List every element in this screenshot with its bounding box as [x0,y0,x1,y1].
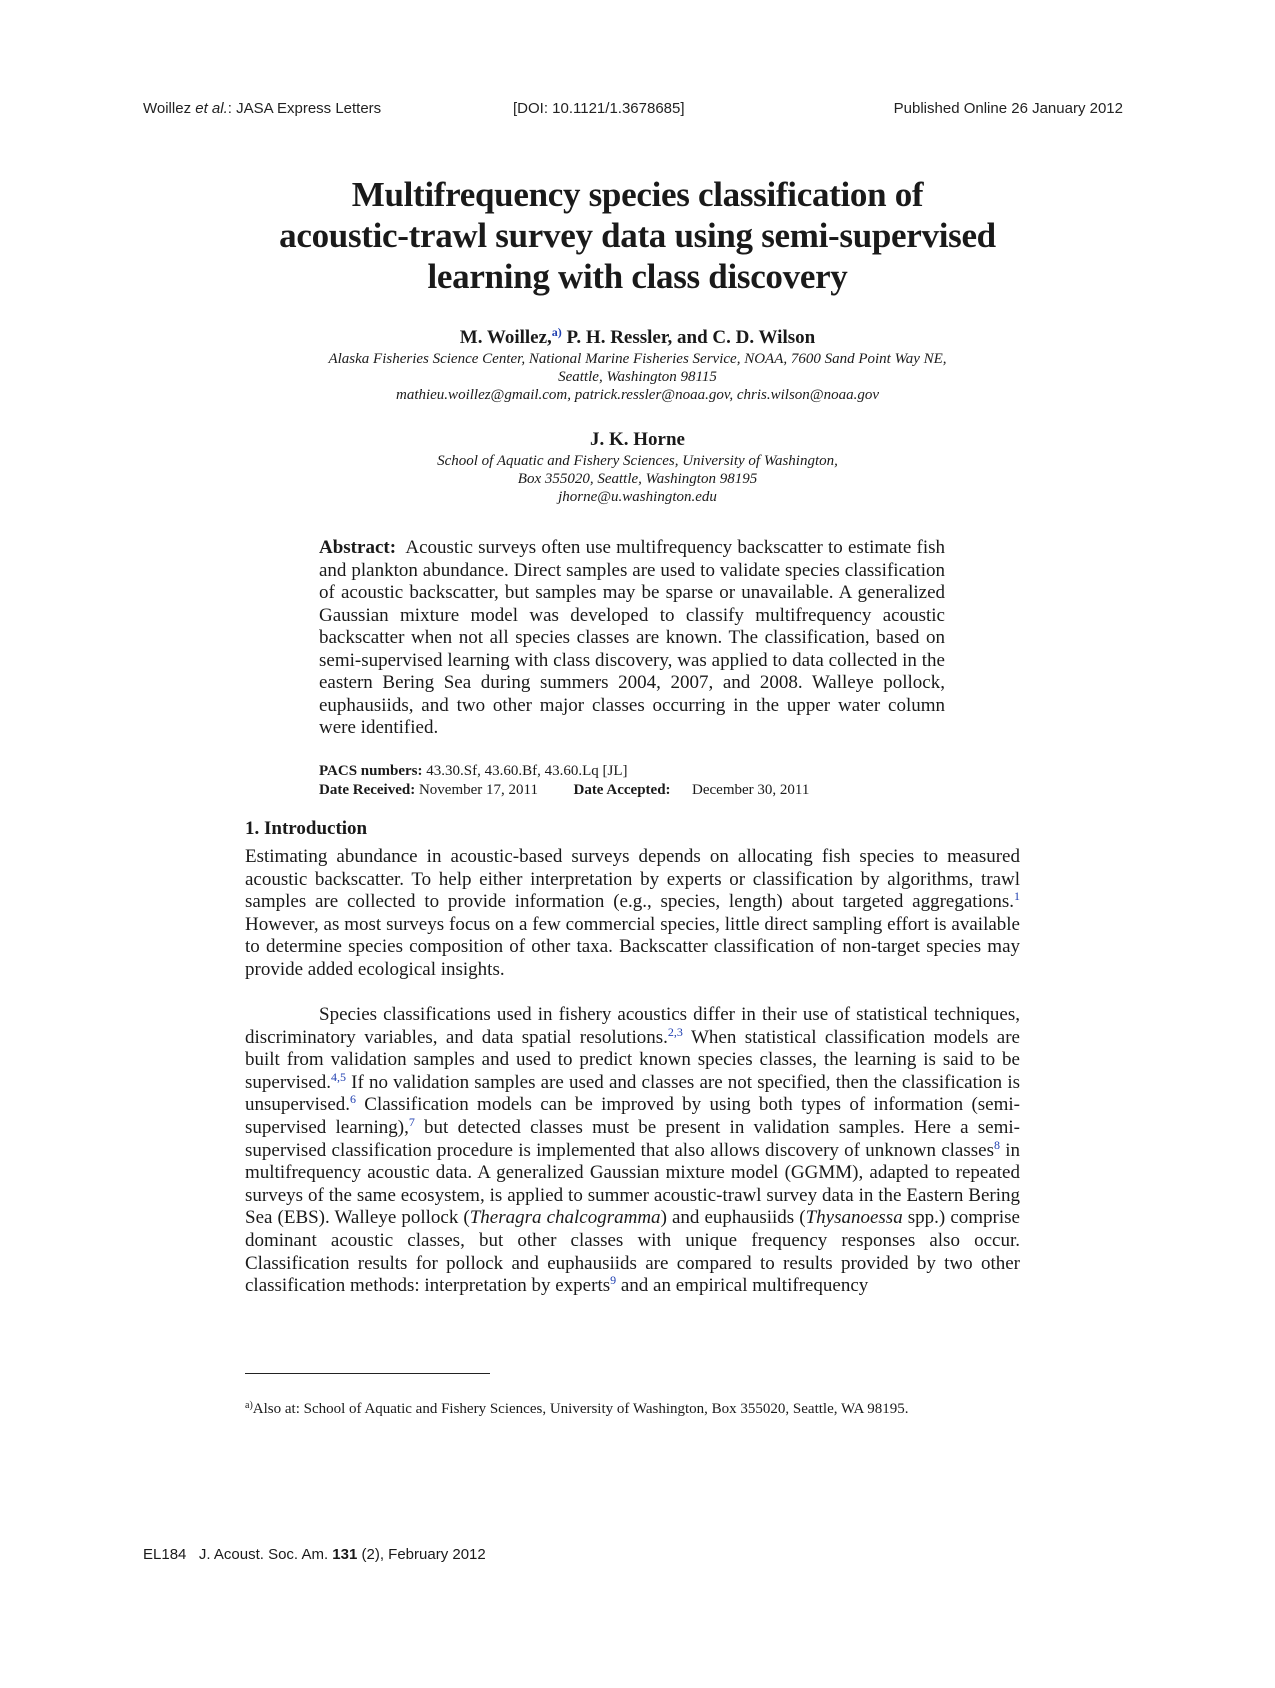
pacs-label: PACS numbers: [319,763,423,779]
text-run: However, as most surveys focus on a few commercial species, little direct sampling effort is available to determine species composition of other taxa. Backscatter classification of non-target species may provide added ecological insights. [245,913,1020,980]
citation-ref[interactable]: 9 [610,1273,617,1288]
footnote [245,1400,1045,1418]
author-footnote-mark[interactable]: a) [551,325,562,339]
title-line-1: Multifrequency species classification of [351,175,924,214]
running-header [143,100,1123,122]
pacs-numbers [319,762,959,781]
citation-ref[interactable]: 7 [408,1114,415,1129]
text-run: If no validation samples are used and classes are not specified, then the classification is unsupervised. [245,1071,1020,1116]
affiliation-2 [180,452,1095,506]
abstract-label: Abstract: [319,537,397,558]
text-run: in multifrequency acoustic data. A generalized Gaussian mixture model (GGMM), adapted to repeated surveys of the same ecosystem, is applied to summer acoustic-trawl survey data in the Eastern Bering Sea (EBS). Walleye pollock ( [245,1139,1020,1229]
section-heading-introduction: 1. Introduction [245,818,368,839]
text-run: but detected classes must be present in validation samples. Here a semi-supervised classification procedure is implemented that also allows discovery of unknown classes [245,1116,1020,1161]
date-received-value: November 17, 2011 [418,782,538,798]
text-run: When statistical classification models are built from validation samples and used to predict known species classes, the learning is said to be supervised. [245,1026,1020,1093]
intro-paragraph-1 [245,846,1020,982]
affiliation-2-line-1: School of Aquatic and Fishery Sciences, University of Washington, [437,453,838,469]
header-doi[interactable]: [DOI: 10.1121/1.3678685] [513,100,685,117]
citation-ref[interactable]: 4,5 [331,1069,347,1084]
header-etal: et al. [195,100,228,117]
text-run: spp.) comprise dominant acoustic classes, but other classes with unique frequency responses also occur. Classification results for pollock and euphausiids are compared to results provided by two other classification methods: interpretation by experts [245,1207,1020,1297]
species-name: Theragra chalcogramma [469,1207,661,1229]
page-footer [143,1546,486,1563]
intro-paragraph-2 [245,1004,1020,1298]
text-run: Classification models can be improved by using both types of information (semi-supervised learning), [245,1094,1020,1138]
affiliation-2-line-2: Box 355020, Seattle, Washington 98195 [517,471,758,487]
affiliation-2-email[interactable]: jhorne@u.washington.edu [558,489,717,505]
author-horne: J. K. Horne [590,429,685,450]
citation-ref[interactable]: 1 [1014,889,1020,904]
title-line-3: learning with class discovery [427,257,848,296]
citation-ref[interactable]: 8 [993,1137,1000,1152]
abstract-text: Acoustic surveys often use multifrequency backscatter to estimate fish and plankton abundance. Direct samples are used to validate species classification of acoustic backscatter, but samples may be sparse or unavailable. A generalized Gaussian mixture model was developed to classify multifrequency acoustic backscatter when not all species classes are known. The classification, based on semi-supervised learning with class discovery, was applied to data collected in the eastern Bering Sea during summers 2004, 2007, and 2008. Walleye pollock, euphausiids, and two other major classes occurring in the upper water column were identified. [319,537,945,738]
author-list-2 [180,429,1095,451]
pacs-value: 43.30.Sf, 43.60.Bf, 43.60.Lq [JL] [426,763,628,779]
header-published-date: Published Online 26 January 2012 [893,100,1123,117]
affiliation-1 [180,350,1095,404]
footnote-divider [245,1373,490,1374]
author-others: P. H. Ressler, and C. D. Wilson [561,327,816,348]
dates [319,781,959,800]
date-accepted-value: December 30, 2011 [692,782,810,798]
abstract [319,537,945,740]
title-line-2: acoustic-trawl survey data using semi-supervised [279,216,996,255]
author-list-1 [180,327,1095,349]
citation-ref[interactable]: 6 [350,1092,357,1107]
text-run: and an empirical multifrequency [616,1275,869,1297]
citation-ref[interactable]: 2,3 [667,1024,683,1039]
footer-journal: J. Acoust. Soc. Am. [198,1546,329,1563]
header-author: Woillez [143,100,196,117]
date-accepted-label: Date Accepted: [573,782,671,798]
species-name: Thysanoessa [805,1207,903,1229]
affiliation-1-line-1: Alaska Fisheries Science Center, National Marine Fisheries Service, NOAA, 7600 Sand Point Way NE, [328,351,947,367]
date-received-label: Date Received: [319,782,416,798]
paper-title [140,174,1135,297]
footnote-text: Also at: School of Aquatic and Fishery Sciences, University of Washington, Box 355020, Seattle, WA 98195. [252,1401,909,1417]
affiliation-1-emails[interactable]: mathieu.woillez@gmail.com, patrick.ressler@noaa.gov, chris.wilson@noaa.gov [395,387,880,403]
header-citation [143,100,381,117]
text-run: ) and euphausiids ( [660,1207,806,1229]
author-woillez: M. Woillez, [459,327,552,348]
header-journal: : JASA Express Letters [227,100,382,117]
footnote-mark: a) [245,1400,253,1411]
footer-issue: (2), February 2012 [361,1546,486,1563]
text-run: Estimating abundance in acoustic-based surveys depends on allocating fish species to measured acoustic backscatter. To help either interpretation by experts or classification by algorithms, trawl samples are collected to provide information (e.g., species, length) about targeted aggregations. [245,846,1020,913]
footer-volume: 131 [332,1546,358,1563]
page-number: EL184 [143,1546,187,1563]
text-run: Species classifications used in fishery acoustics differ in their use of statistical techniques, discriminatory variables, and data spatial resolutions. [245,1004,1020,1048]
affiliation-1-line-2: Seattle, Washington 98115 [558,369,717,385]
